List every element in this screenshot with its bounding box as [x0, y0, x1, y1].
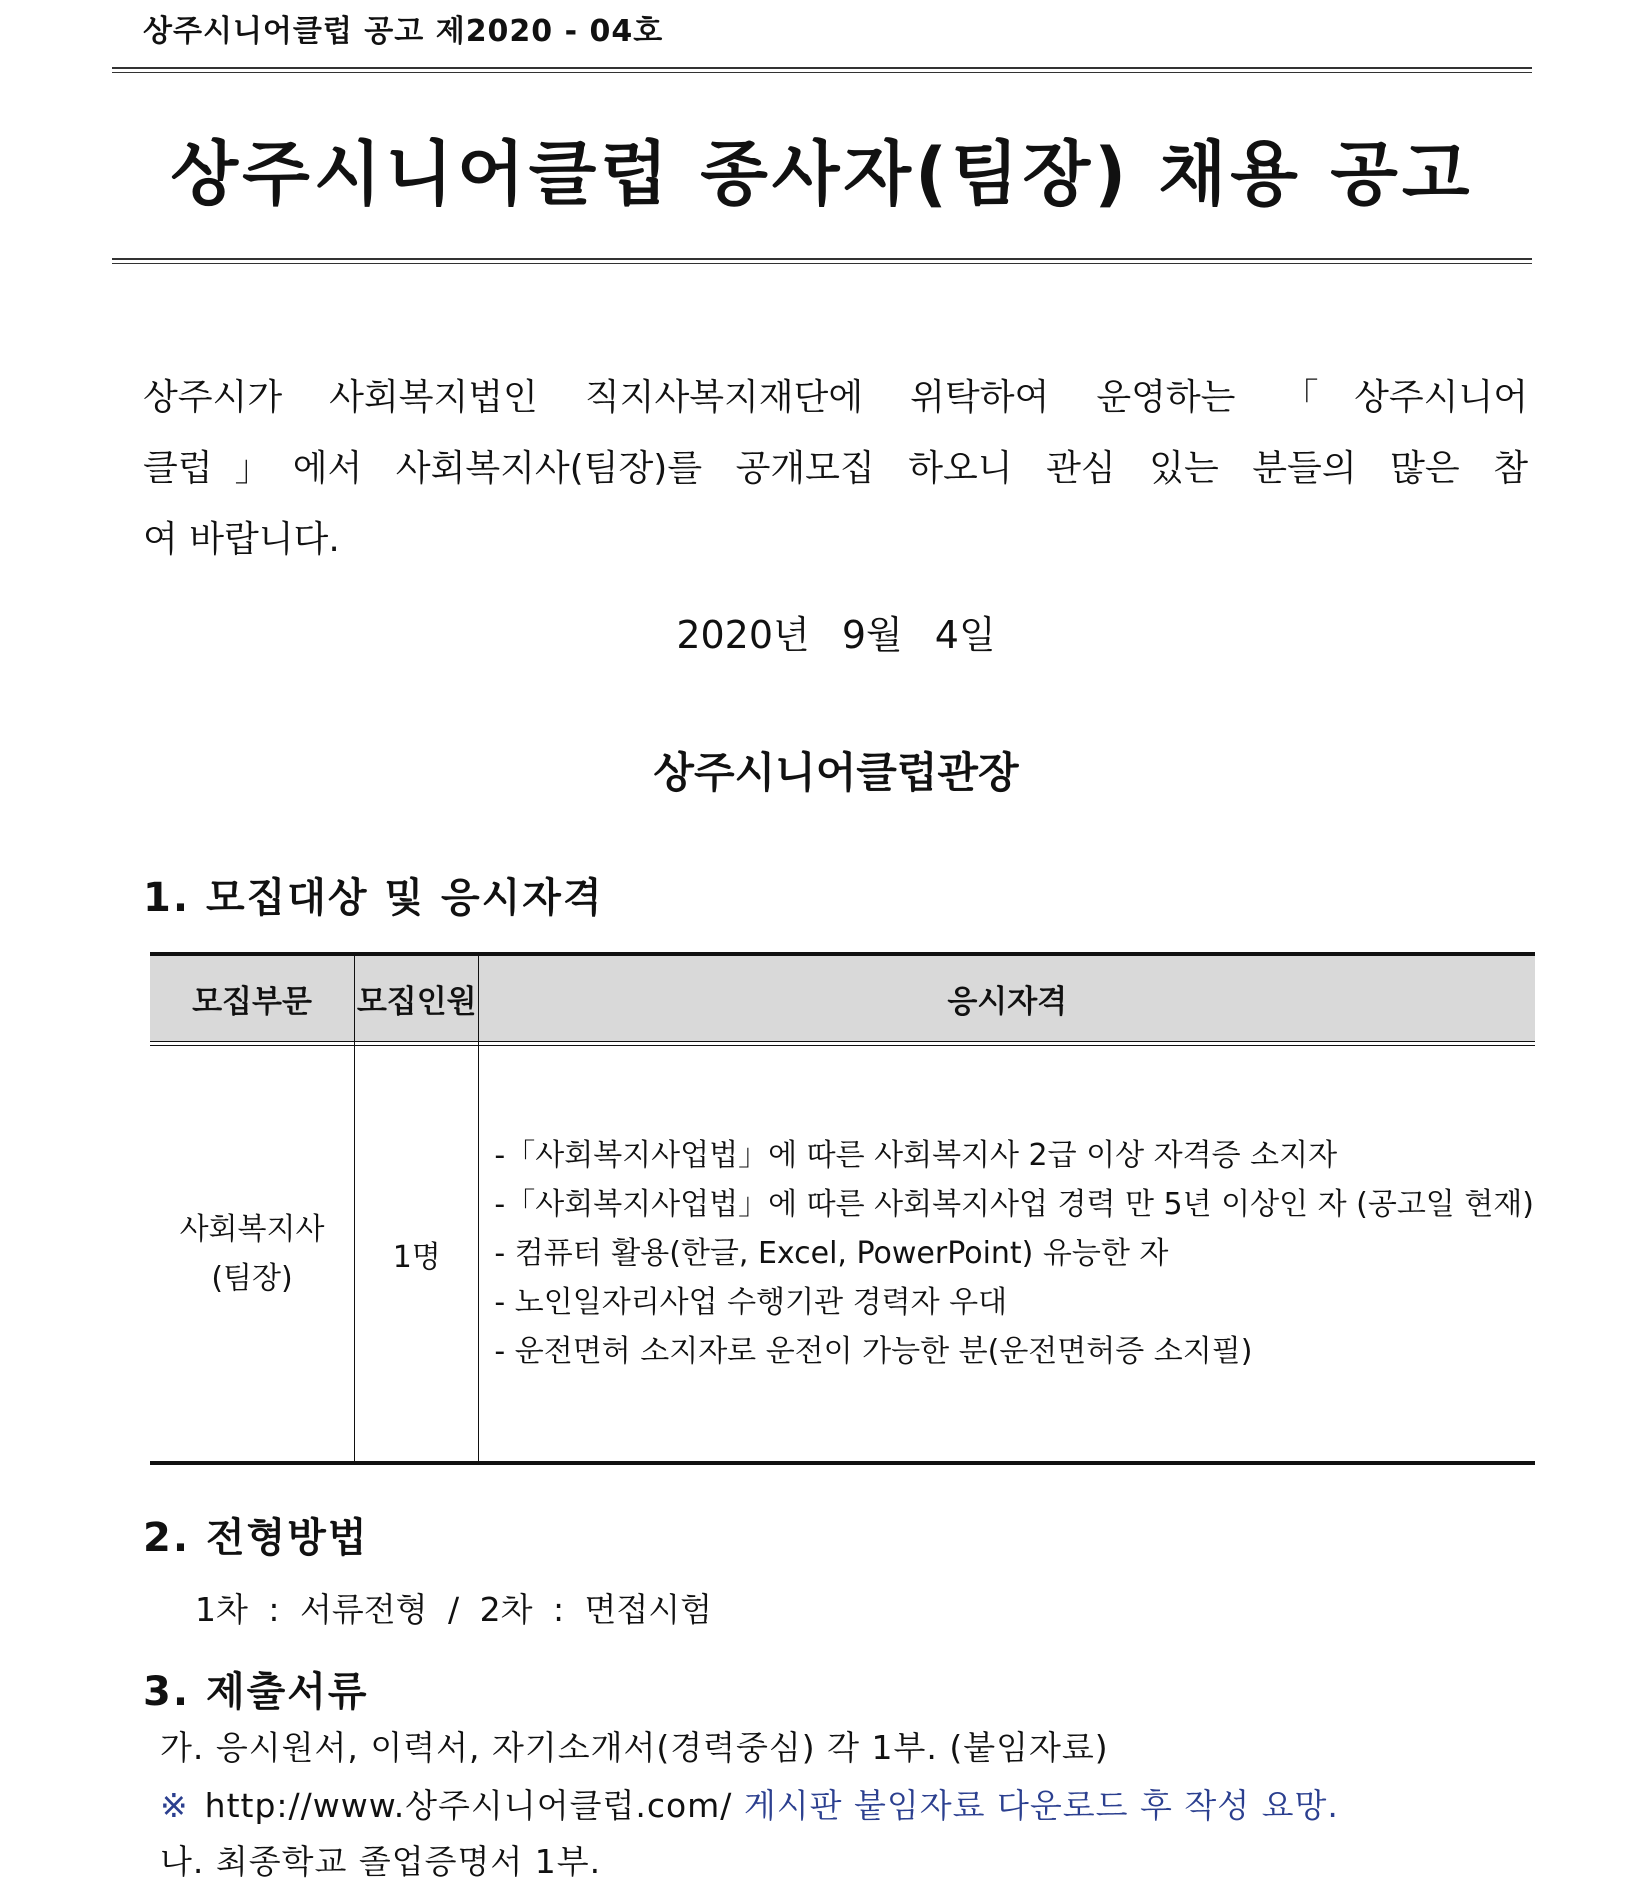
document-item-na: 나. 최종학교 졸업증명서 1부.: [160, 1842, 602, 1881]
field-role: (팀장): [211, 1260, 293, 1296]
reference-mark: ※: [160, 1786, 189, 1825]
qualification-list: [480, 1131, 1534, 1376]
section-title-selection: 2. 전형방법: [143, 1515, 369, 1561]
header-qualifications: 응시자격: [479, 954, 1535, 1042]
notice-number: 상주시니어클럽 공고 제2020 - 04호: [143, 14, 664, 49]
page-title: 상주시니어클럽 종사자(팀장) 채용 공고: [170, 133, 1474, 215]
section-title-documents: 3. 제출서류: [143, 1669, 369, 1715]
table-header-row: [150, 954, 1535, 1042]
intro-line: 상주시가 사회복지법인 직지사복지재단에 위탁하여 운영하는 「상주시니어: [143, 377, 1528, 418]
qualification-item: - 컴퓨터 활용(한글, Excel, PowerPoint) 유능한 자: [494, 1236, 1169, 1271]
cell-qualifications: [479, 1046, 1535, 1464]
document-item-ga: 가. 응시원서, 이력서, 자기소개서(경력중심) 각 1부. (붙임자료): [160, 1728, 1109, 1767]
header-divider-bottom: [112, 258, 1532, 264]
notice-date: 2020년 9월 4일: [676, 613, 996, 657]
field-name: 사회복지사: [179, 1211, 325, 1247]
header-field: 모집부문: [150, 954, 355, 1042]
download-note: [160, 1780, 1339, 1827]
qualification-item: -「사회복지사업법」에 따른 사회복지사업 경력 만 5년 이상인 자 (공고일 현재): [494, 1187, 1534, 1222]
note-url[interactable]: http://www.상주시니어클럽.com/: [204, 1786, 733, 1825]
intro-line: 클럽」에서 사회복지사(팀장)를 공개모집 하오니 관심 있는 분들의 많은 참: [143, 448, 1528, 489]
signer: 상주시니어클럽관장: [653, 748, 1019, 797]
recruitment-table: [150, 952, 1535, 1465]
header-divider-top: [112, 67, 1532, 73]
cell-field: [150, 1046, 355, 1464]
qualification-item: -「사회복지사업법」에 따른 사회복지사 2급 이상 자격증 소지자: [494, 1138, 1338, 1173]
selection-method: 1차 : 서류전형 / 2차 : 면접시험: [195, 1590, 713, 1629]
intro-paragraph: [143, 362, 1528, 575]
cell-count: 1명: [355, 1046, 479, 1464]
intro-line: 여 바랍니다.: [143, 519, 340, 560]
section-title-recruitment: 1. 모집대상 및 응시자격: [143, 875, 604, 921]
note-text: 게시판 붙임자료 다운로드 후 작성 요망.: [743, 1786, 1339, 1825]
table-row: [150, 1046, 1535, 1464]
qualification-item: - 노인일자리사업 수행기관 경력자 우대: [494, 1285, 1008, 1320]
qualification-item: - 운전면허 소지자로 운전이 가능한 분(운전면허증 소지필): [494, 1334, 1253, 1369]
header-count: 모집인원: [355, 954, 479, 1042]
